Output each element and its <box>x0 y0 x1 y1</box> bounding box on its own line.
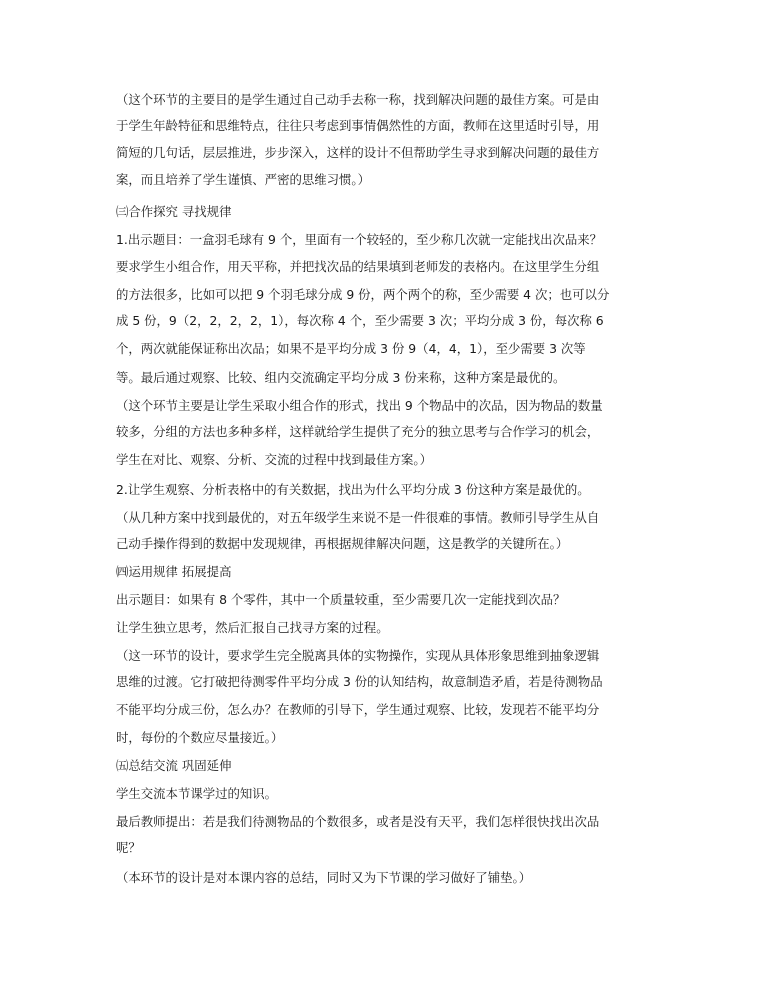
paragraph-line: 出示题目：如果有 8 个零件，其中一个质量较重，至少需要几次一定能找到次品？ <box>116 592 566 607</box>
paragraph-line: 最后教师提出：若是我们待测物品的个数很多，或者是没有天平，我们怎样很快找出次品 <box>116 814 600 829</box>
paragraph-line: 2.让学生观察、分析表格中的有关数据，找出为什么平均分成 3 份这种方案是最优的。 <box>116 482 590 497</box>
paragraph-line: 1.出示题目：一盒羽毛球有 9 个，里面有一个较轻的，至少称几次就一定能找出次品来？ <box>116 232 603 247</box>
paragraph-line: 己动手操作得到的数据中发现规律，再根据规律解决问题，这是教学的关键所在。） <box>116 536 569 551</box>
paragraph-line: （本环节的设计是对本课内容的总结，同时又为下节课的学习做好了铺垫。） <box>116 870 532 885</box>
paragraph-line: 时，每份的个数应尽量接近。） <box>116 730 284 745</box>
paragraph-line: 不能平均分成三份，怎么办？在教师的引导下，学生通过观察、比较，发现若不能平均分 <box>116 702 600 717</box>
paragraph-line: 个，两次就能保证称出次品；如果不是平均分成 3 份 9（4，4，1），至少需要 3 次等 <box>116 341 586 356</box>
paragraph-line: 要求学生小组合作，用天平称，并把找次品的结果填到老师发的表格内。在这里学生分组 <box>116 259 600 274</box>
paragraph-line: 案，而且培养了学生谨慎、严密的思维习惯。） <box>116 172 371 187</box>
paragraph-line: （从几种方案中找到最优的，对五年级学生来说不是一件很难的事情。教师引导学生从自 <box>116 510 600 525</box>
section-heading: ㈤总结交流 巩固延伸 <box>116 758 232 773</box>
paragraph-line: 简短的几句话，层层推进，步步深入，这样的设计不但帮助学生寻求到解决问题的最佳方 <box>116 145 600 160</box>
paragraph-line: 于学生年龄特征和思维特点，往往只考虑到事情偶然性的方面，教师在这里适时引导，用 <box>116 118 600 133</box>
paragraph-line: 成 5 份，9（2，2，2，2，1），每次称 4 个，至少需要 3 次；平均分成 3 份，每次称 6 <box>116 313 604 328</box>
paragraph-line: （这一环节的设计，要求学生完全脱离具体的实物操作，实现从具体形象思维到抽象逻辑 <box>116 648 600 663</box>
paragraph-line: 的方法很多，比如可以把 9 个羽毛球分成 9 份，两个两个的称，至少需要 4 次；也可以分 <box>116 287 610 302</box>
paragraph-line: 等。最后通过观察、比较、组内交流确定平均分成 3 份来称，这种方案是最优的。 <box>116 370 566 385</box>
paragraph-line: （这个环节主要是让学生采取小组合作的形式，找出 9 个物品中的次品，因为物品的数量 <box>116 398 603 413</box>
section-heading: ㈢合作探究 寻找规律 <box>116 204 232 219</box>
paragraph-line: 思维的过渡。它打破把待测零件平均分成 3 份的认知结构，故意制造矛盾，若是待测物品 <box>116 674 603 689</box>
paragraph-line: 呢？ <box>116 840 141 855</box>
paragraph-line: （这个环节的主要目的是学生通过自己动手去称一称，找到解决问题的最佳方案。可是由 <box>116 92 600 107</box>
paragraph-line: 让学生独立思考，然后汇报自己找寻方案的过程。 <box>116 620 389 635</box>
paragraph-line: 较多，分组的方法也多种多样，这样就给学生提供了充分的独立思考与合作学习的机会， <box>116 424 600 439</box>
paragraph-line: 学生在对比、观察、分析、交流的过程中找到最佳方案。） <box>116 452 432 467</box>
section-heading: ㈣运用规律 拓展提高 <box>116 564 232 579</box>
paragraph-line: 学生交流本节课学过的知识。 <box>116 786 278 801</box>
